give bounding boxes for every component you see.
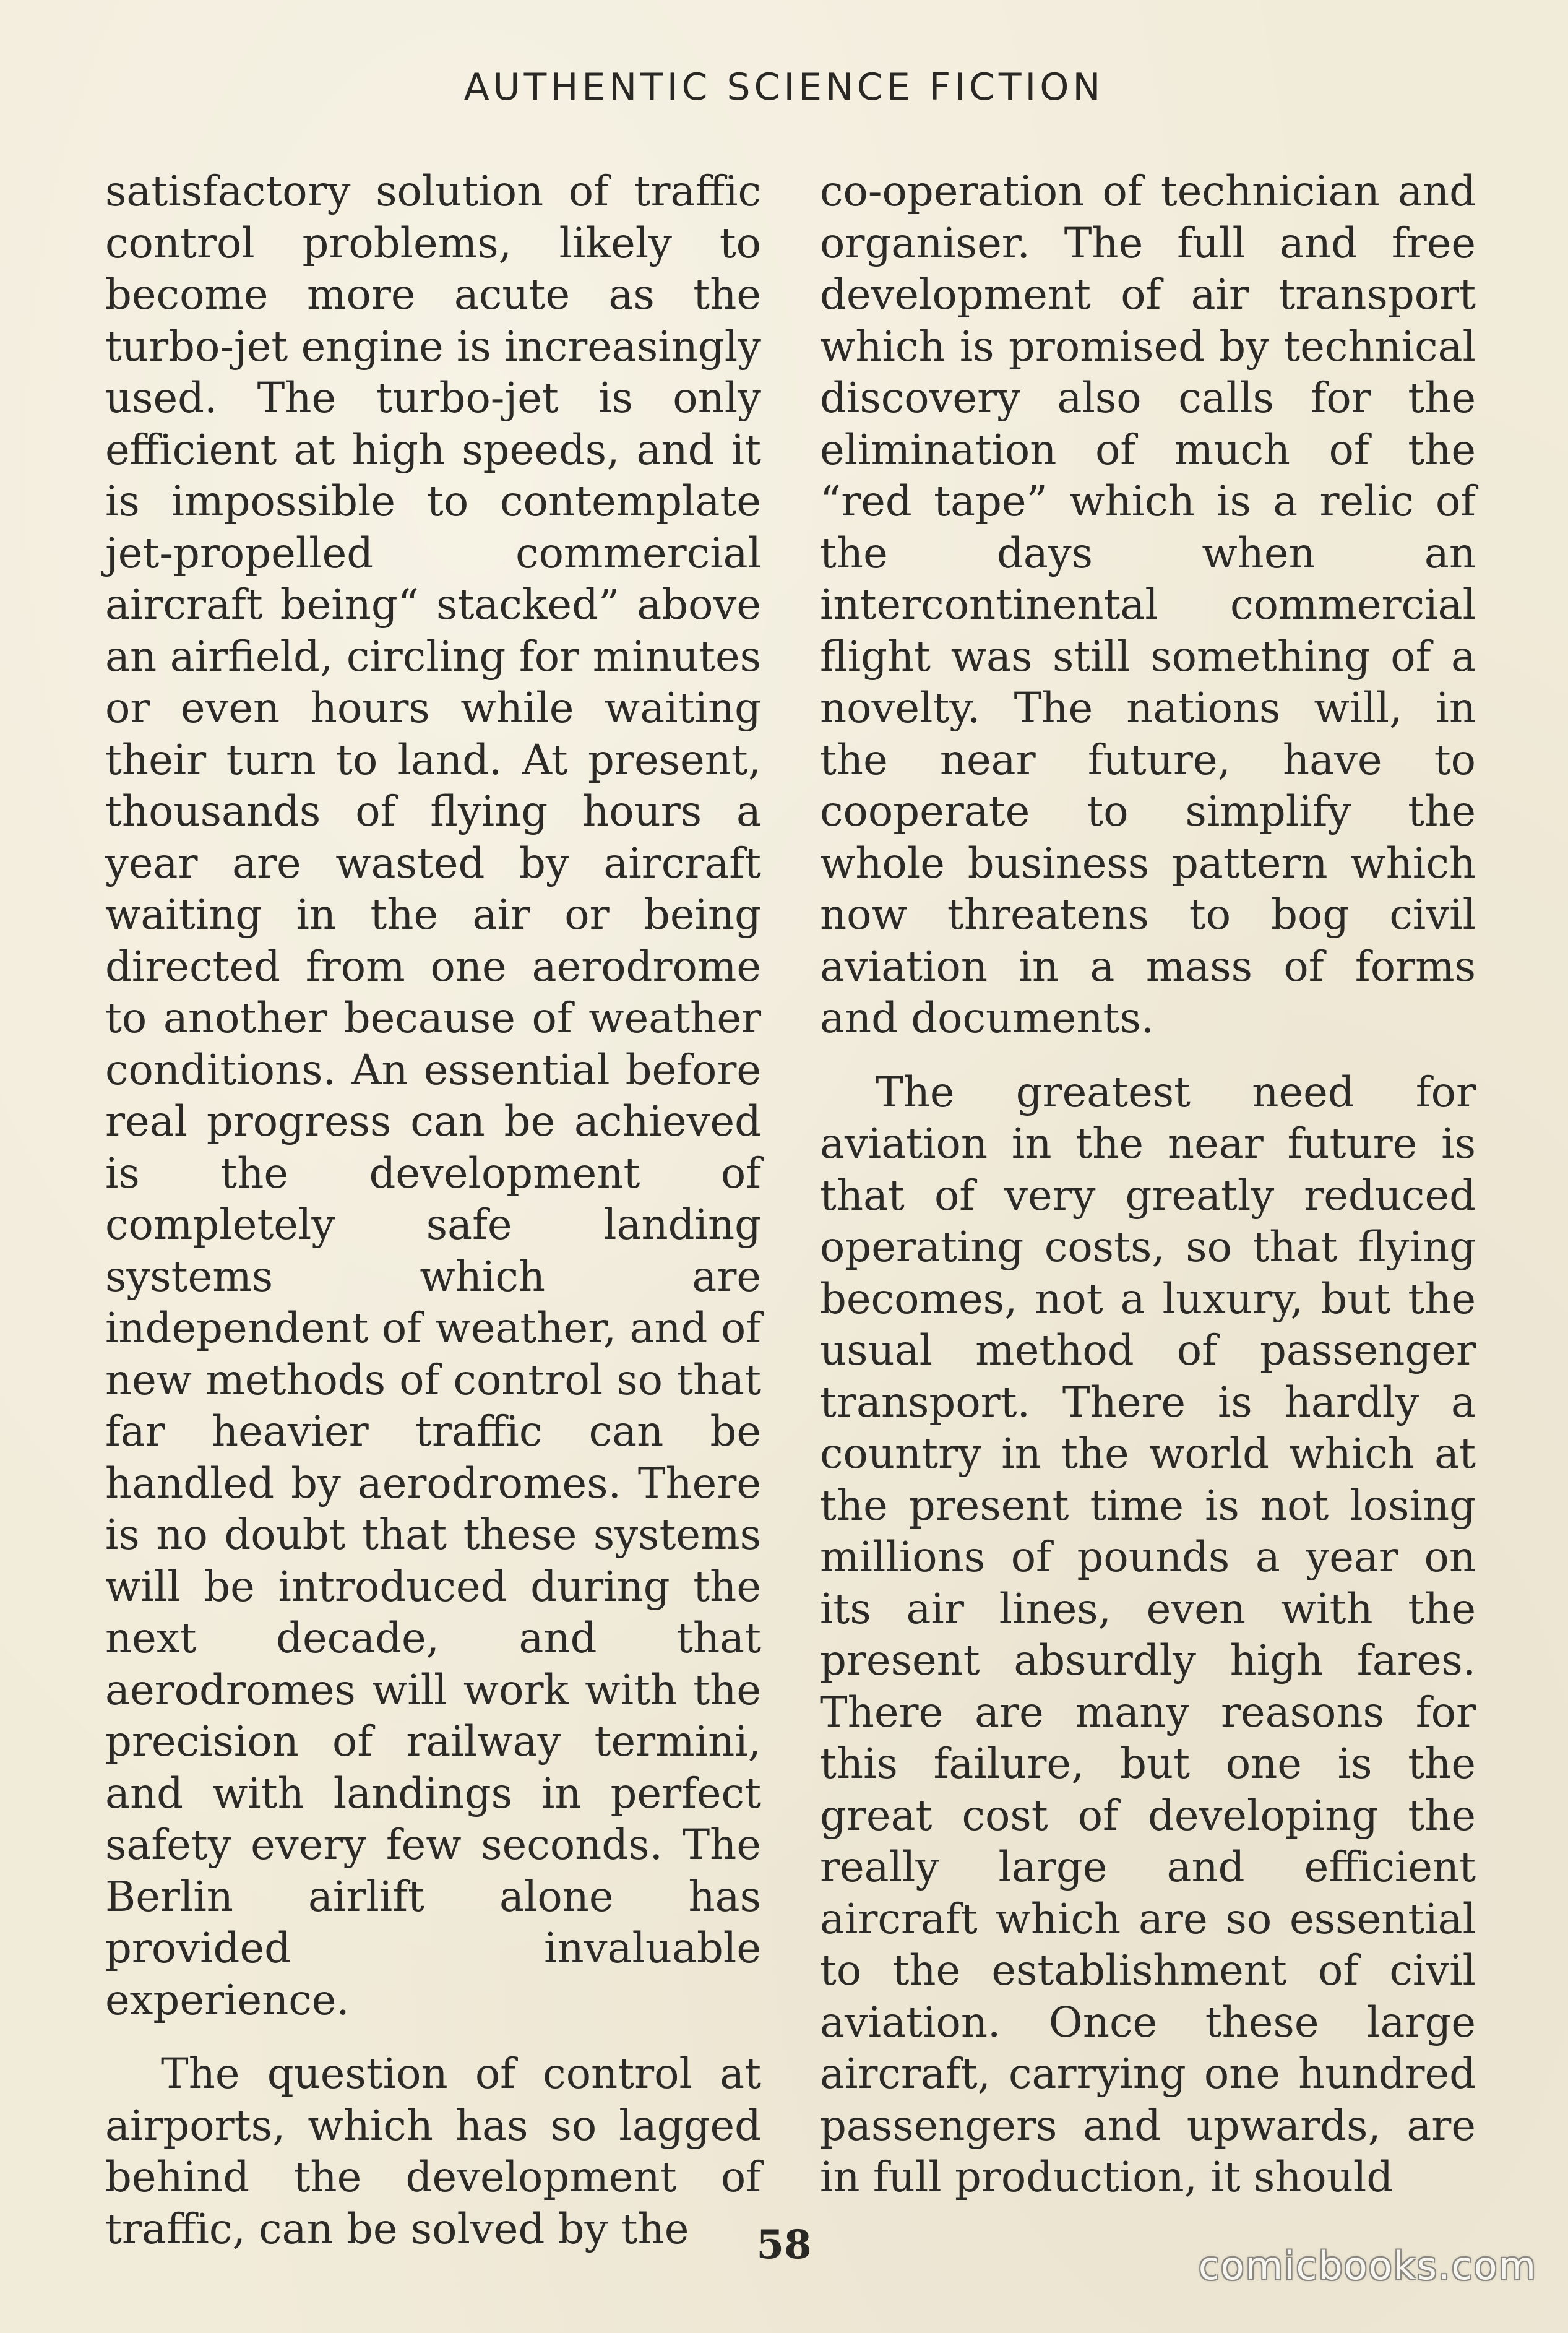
left-column: [105, 166, 761, 2253]
running-title: AUTHENTIC SCIENCE FICTION: [463, 66, 1105, 109]
paragraph: The question of control at airports, which has so lagged behind the development of traffic, can be solved by the: [105, 2050, 761, 2253]
paragraph: co-operation of technician and organiser. The full and free development of air transport which is promised by technical discovery also calls for the elimination of much of the “red tape” which is a relic of the days when an intercontinental commercial flight was still something of a novelty. The nations will, in the near future, have to cooperate to simplify the whole business pattern which now threatens to bog civil aviation in a mass of forms and documents.: [820, 167, 1476, 1042]
watermark: comicbooks.com: [1198, 2243, 1537, 2288]
paragraph: satisfactory solution of traffic control problems, likely to become more acute as the turbo-jet engine is increasingly used. The turbo-jet is only efficient at high speeds, and it is impossible to contemplate jet-propelled commercial aircraft being“ stacked” above an airfield, circling for minutes or even hours while waiting their turn to land. At present, thousands of flying hours a year are wasted by aircraft waiting in the air or being directed from one aerodrome to another because of weather conditions. An essential before real progress can be achieved is the development of completely safe landing systems which are independent of weather, and of new methods of control so that far heavier traffic can be handled by aerodromes. There is no doubt that these systems will be introduced during the next decade, and that aerodromes will work with the precision of railway termini, and with landings in perfect safety every few seconds. The Berlin airlift alone has provided invaluable experience.: [105, 167, 761, 2024]
right-column: [820, 166, 1476, 2208]
paragraph: The greatest need for aviation in the near future is that of very greatly reduced operating costs, so that flying becomes, not a luxury, but the usual method of passenger transport. There is hardly a country in the world which at the present time is not losing millions of pounds a year on its air lines, even with the present absurdly high fares. There are many reasons for this failure, but one is the great cost of developing the really large and efficient aircraft which are so essential to the establishment of civil aviation. Once these large aircraft, carrying one hundred passengers and upwards, are in full production, it should: [820, 1067, 1476, 2201]
page-number: 58: [756, 2222, 812, 2268]
